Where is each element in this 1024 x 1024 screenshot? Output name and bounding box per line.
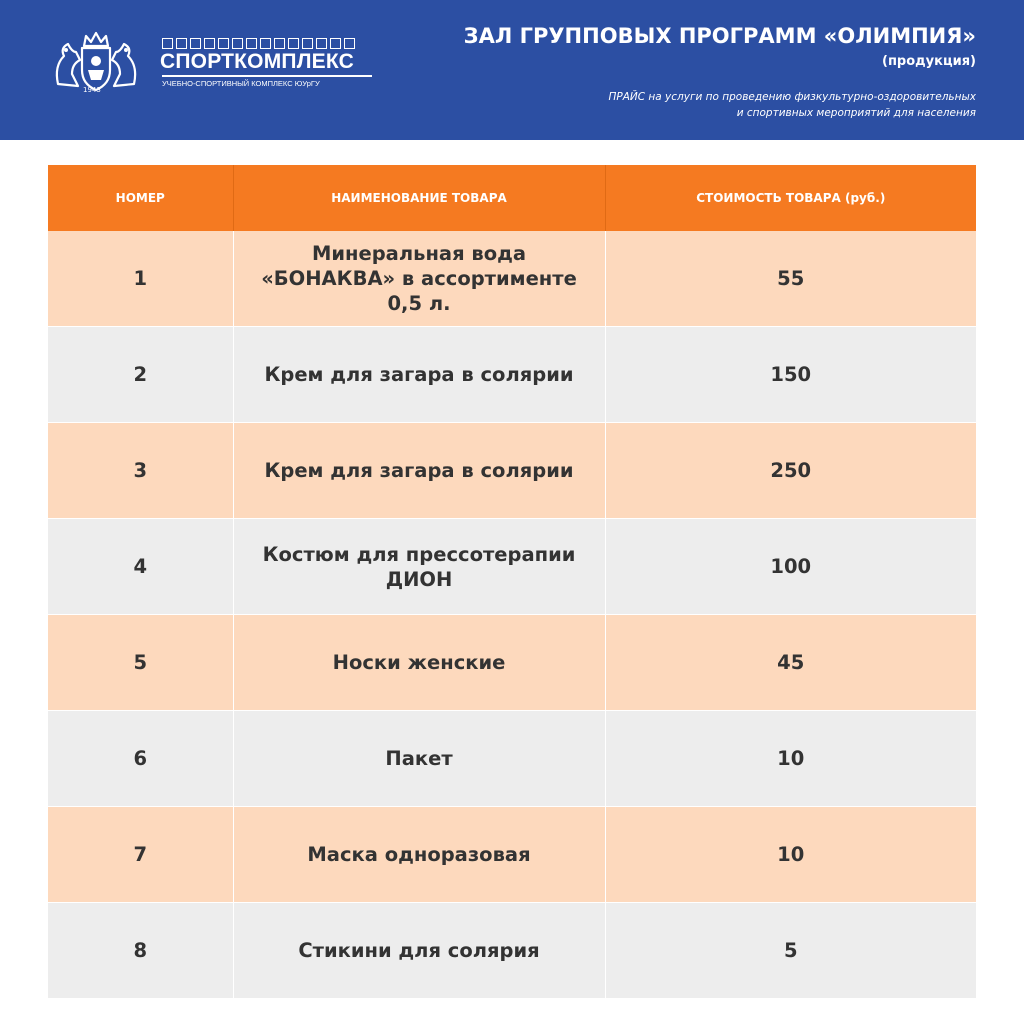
square-icon: [330, 38, 341, 49]
page-subtitle: (продукция): [882, 54, 976, 69]
brand-icon-row: [162, 38, 355, 49]
brand-divider: [162, 75, 372, 77]
square-icon: [232, 38, 243, 49]
product-name: Костюм для прессотерапии ДИОН: [233, 519, 605, 615]
table-row: [48, 711, 976, 807]
product-name: Минеральная вода «БОНАКВА» в ассортименте 0,5 л.: [233, 231, 605, 327]
page-title: ЗАЛ ГРУППОВЫХ ПРОГРАММ «ОЛИМПИЯ»: [463, 24, 976, 48]
table-row: [48, 423, 976, 519]
product-price: 100: [605, 519, 976, 615]
product-name: Маска одноразовая: [233, 807, 605, 903]
table-row: [48, 903, 976, 999]
product-price: 55: [605, 231, 976, 327]
column-header-number: НОМЕР: [48, 165, 233, 231]
product-name: Крем для загара в солярии: [233, 423, 605, 519]
table-row: [48, 807, 976, 903]
column-header-name: НАИМЕНОВАНИЕ ТОВАРА: [233, 165, 605, 231]
square-icon: [176, 38, 187, 49]
table-row: [48, 615, 976, 711]
square-icon: [316, 38, 327, 49]
table-row: [48, 231, 976, 327]
table-row: [48, 519, 976, 615]
square-icon: [190, 38, 201, 49]
row-number: 6: [48, 711, 233, 807]
row-number: 8: [48, 903, 233, 999]
product-price: 45: [605, 615, 976, 711]
row-number: 1: [48, 231, 233, 327]
square-icon: [344, 38, 355, 49]
brand-name: СПОРТКОМПЛЕКС: [160, 50, 354, 73]
square-icon: [260, 38, 271, 49]
product-name: Носки женские: [233, 615, 605, 711]
product-name: Стикини для солярия: [233, 903, 605, 999]
square-icon: [302, 38, 313, 49]
product-name: Пакет: [233, 711, 605, 807]
row-number: 5: [48, 615, 233, 711]
product-price: 5: [605, 903, 976, 999]
logo-year: 1943: [83, 86, 101, 94]
product-price: 250: [605, 423, 976, 519]
row-number: 4: [48, 519, 233, 615]
row-number: 7: [48, 807, 233, 903]
price-note-line: ПРАЙС на услуги по проведению физкультурно-оздоровительных: [608, 91, 976, 103]
square-icon: [274, 38, 285, 49]
table-header-row: [48, 165, 976, 231]
price-note: [516, 89, 976, 121]
column-header-price: СТОИМОСТЬ ТОВАРА (руб.): [605, 165, 976, 231]
square-icon: [162, 38, 173, 49]
square-icon: [288, 38, 299, 49]
product-price: 10: [605, 711, 976, 807]
price-note-line: и спортивных мероприятий для населения: [736, 107, 976, 119]
product-name: Крем для загара в солярии: [233, 327, 605, 423]
row-number: 2: [48, 327, 233, 423]
product-price: 150: [605, 327, 976, 423]
row-number: 3: [48, 423, 233, 519]
table-row: [48, 327, 976, 423]
square-icon: [204, 38, 215, 49]
page-header: [0, 0, 1024, 140]
brand-subtitle: УЧЕБНО-СПОРТИВНЫЙ КОМПЛЕКС ЮУрГУ: [162, 79, 320, 88]
square-icon: [218, 38, 229, 49]
price-table: [48, 165, 976, 999]
square-icon: [246, 38, 257, 49]
product-price: 10: [605, 807, 976, 903]
